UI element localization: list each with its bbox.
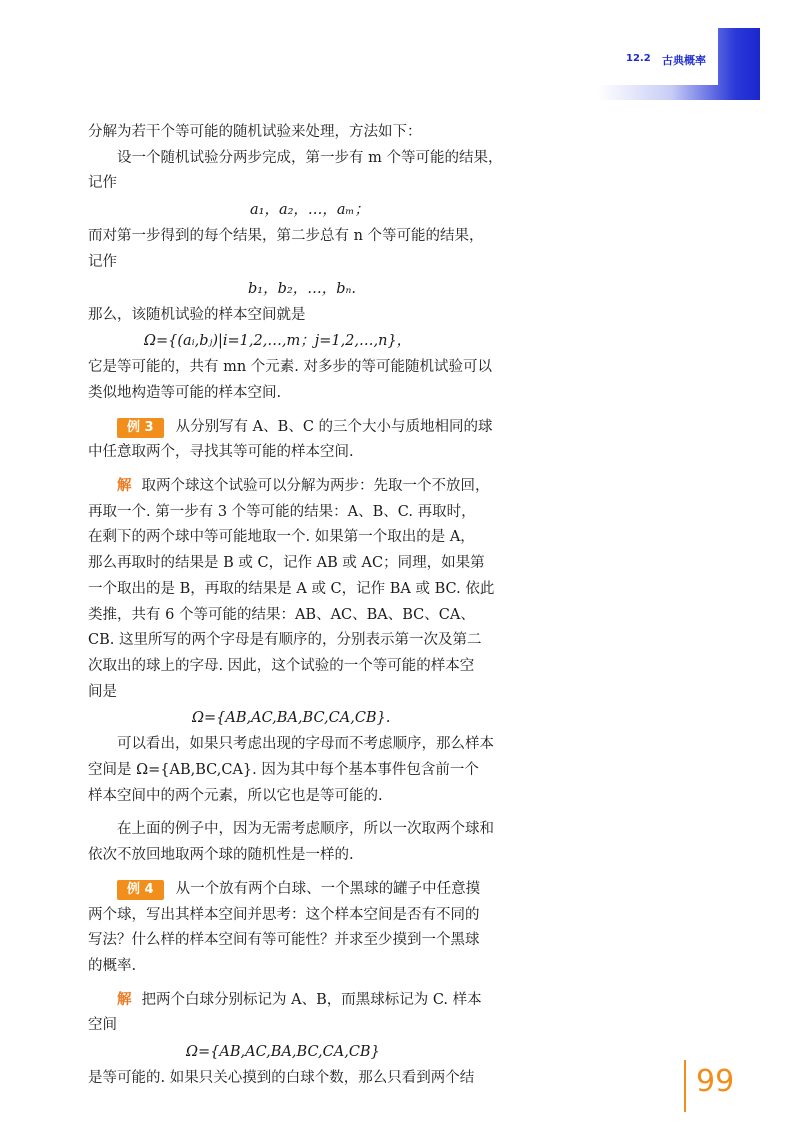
text-line: 它是等可能的，共有 mn 个元素. 对多步的等可能随机试验可以 — [88, 359, 493, 376]
text-line: 而对第一步得到的每个结果，第二步总有 n 个等可能的结果， — [88, 228, 484, 245]
example-4-badge: 例 4 — [117, 880, 164, 900]
text-line: 那么，该随机试验的样本空间就是 — [88, 306, 306, 323]
formula-sample-space: Ω={(aᵢ,bⱼ)|i=1,2,…,m；j=1,2,…,n}， — [144, 333, 412, 350]
chapter-header-banner — [598, 28, 760, 100]
solution-label: 解 — [117, 478, 132, 495]
text-line: 在上面的例子中，因为无需考虑顺序，所以一次取两个球和 — [117, 821, 494, 838]
solution-text: 把两个白球分别标记为 A、B，而黑球标记为 C. 样本 — [141, 991, 482, 1008]
example-4-line — [88, 877, 530, 903]
text-line: 间是 — [88, 683, 117, 700]
text-line: 在剩下的两个球中等可能地取一个. 如果第一个取出的是 A， — [88, 529, 475, 546]
page-number-divider — [684, 1060, 686, 1112]
text-line: 设一个随机试验分两步完成，第一步有 m 个等可能的结果， — [117, 149, 503, 166]
text-line: 中任意取两个，寻找其等可能的样本空间. — [88, 444, 354, 461]
example-3-text: 从分别写有 A、B、C 的三个大小与质地相同的球 — [175, 418, 493, 435]
text-line: 类推，共有 6 个等可能的结果：AB、AC、BA、BC、CA、 — [88, 606, 475, 623]
formula-b-sequence: b₁，b₂，…，bₙ. — [248, 280, 356, 297]
text-line: 是等可能的. 如果只关心摸到的白球个数，那么只看到两个结 — [88, 1070, 475, 1087]
text-line: 类似地构造等可能的样本空间. — [88, 384, 282, 401]
text-line: 两个球，写出其样本空间并思考：这个样本空间是否有不同的 — [88, 906, 480, 923]
text-line: 写法？什么样的样本空间有等可能性？并求至少摸到一个黑球 — [88, 932, 480, 949]
example-4-text: 从一个放有两个白球、一个黑球的罐子中任意摸 — [175, 880, 481, 897]
chapter-header-label — [598, 28, 718, 85]
section-number: 12.2 — [626, 53, 651, 64]
page-body — [88, 120, 530, 1092]
formula-ordered-sample-space: Ω={AB,AC,BA,BC,CA,CB}. — [192, 710, 391, 727]
solution-line — [88, 474, 530, 500]
solution-label: 解 — [117, 991, 132, 1008]
example-3-line — [88, 415, 530, 441]
text-line: 次取出的球上的字母. 因此，这个试验的一个等可能的样本空 — [88, 657, 475, 674]
text-line: 记作 — [88, 253, 117, 270]
solution-text: 取两个球这个试验可以分解为两步：先取一个不放回， — [141, 478, 490, 495]
example-3-badge: 例 3 — [117, 418, 164, 438]
text-line: CB. 这里所写的两个字母是有顺序的，分别表示第一次及第二 — [88, 632, 482, 649]
text-line: 样本空间中的两个元素，所以它也是等可能的. — [88, 787, 383, 804]
text-line: 分解为若干个等可能的随机试验来处理，方法如下： — [88, 124, 422, 140]
text-line: 空间是 Ω={AB,BC,CA}. 因为其中每个基本事件包含前一个 — [88, 762, 479, 779]
text-line: 可以看出，如果只考虑出现的字母而不考虑顺序，那么样本 — [117, 736, 494, 753]
text-line: 一个取出的是 B，再取的结果是 A 或 C，记作 BA 或 BC. 依此 — [88, 580, 495, 597]
text-line: 再取一个. 第一步有 3 个等可能的结果：A、B、C. 再取时， — [88, 503, 476, 520]
text-line: 空间 — [88, 1017, 117, 1034]
text-line: 那么再取时的结果是 B 或 C，记作 AB 或 AC；同理，如果第 — [88, 555, 485, 572]
solution-line — [88, 988, 530, 1014]
text-line: 记作 — [88, 175, 117, 192]
formula-a-sequence: a₁，a₂，…，aₘ； — [250, 202, 369, 219]
section-title: 古典概率 — [662, 54, 706, 67]
formula-white-black-sample-space: Ω={AB,AC,BA,BC,CA,CB} — [186, 1044, 380, 1061]
text-line: 依次不放回地取两个球的随机性是一样的. — [88, 847, 354, 864]
text-line: 的概率. — [88, 957, 137, 974]
page-number: 99 — [696, 1064, 735, 1099]
